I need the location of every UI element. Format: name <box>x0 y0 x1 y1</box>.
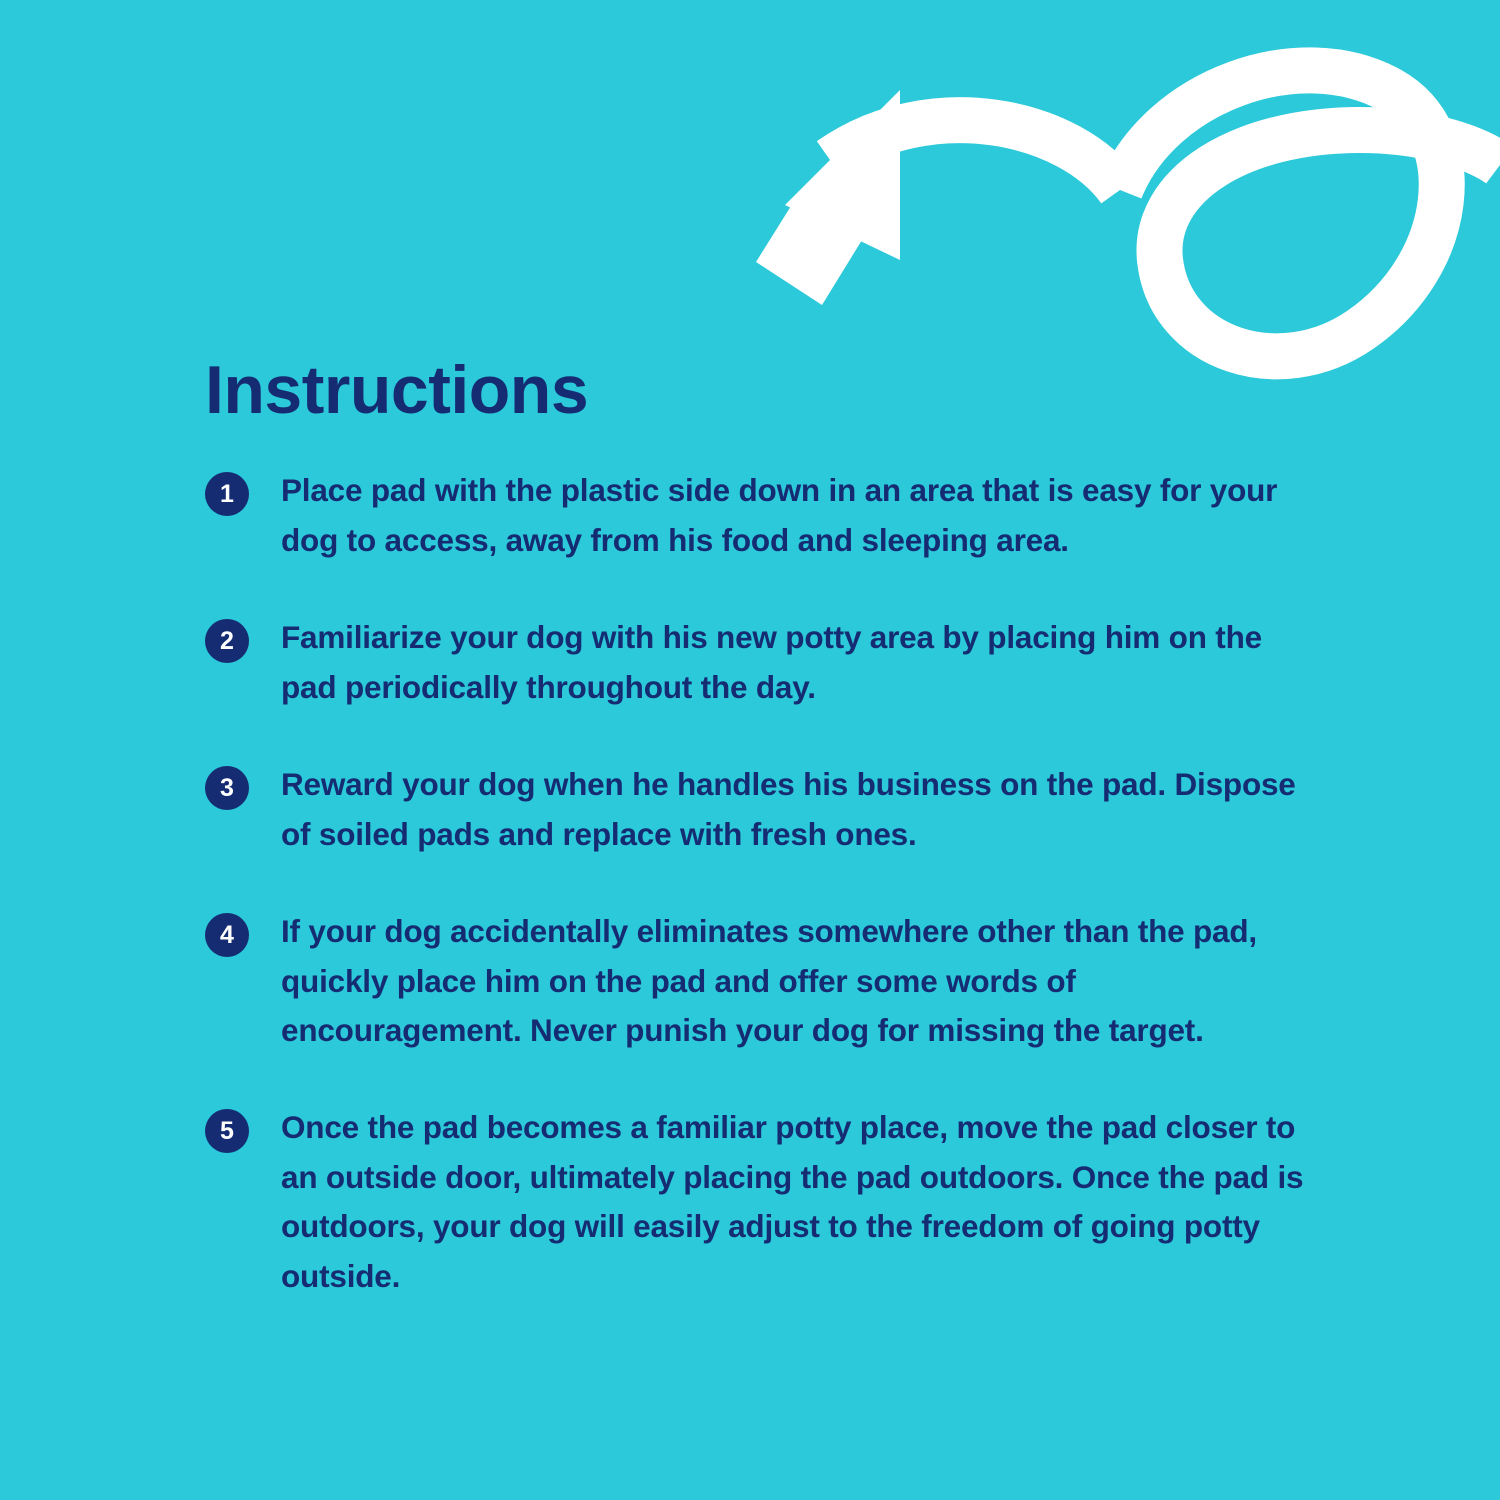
list-item <box>205 466 1325 565</box>
list-item <box>205 760 1325 859</box>
step-text: Reward your dog when he handles his business on the pad. Dispose of soiled pads and replace with fresh ones. <box>281 766 1296 852</box>
step-number-badge: 2 <box>205 619 249 663</box>
step-text: If your dog accidentally eliminates somewhere other than the pad, quickly place him on the pad and offer some words of encouragement. Never punish your dog for missing the target. <box>281 913 1257 1049</box>
step-number-badge: 3 <box>205 766 249 810</box>
list-item <box>205 907 1325 1055</box>
step-number-badge: 5 <box>205 1109 249 1153</box>
list-item <box>205 613 1325 712</box>
step-text: Once the pad becomes a familiar potty place, move the pad closer to an outside door, ultimately placing the pad outdoors. Once the pad is outdoors, your dog will easily adjust to the freedom of going potty outside. <box>281 1109 1304 1294</box>
instruction-list <box>205 466 1325 1301</box>
list-item <box>205 1103 1325 1301</box>
content-column <box>205 352 1325 1301</box>
step-text: Place pad with the plastic side down in an area that is easy for your dog to access, away from his food and sleeping area. <box>281 472 1278 558</box>
step-number-badge: 4 <box>205 913 249 957</box>
step-number-badge: 1 <box>205 472 249 516</box>
step-text: Familiarize your dog with his new potty area by placing him on the pad periodically throughout the day. <box>281 619 1262 705</box>
page-title: Instructions <box>205 352 589 428</box>
